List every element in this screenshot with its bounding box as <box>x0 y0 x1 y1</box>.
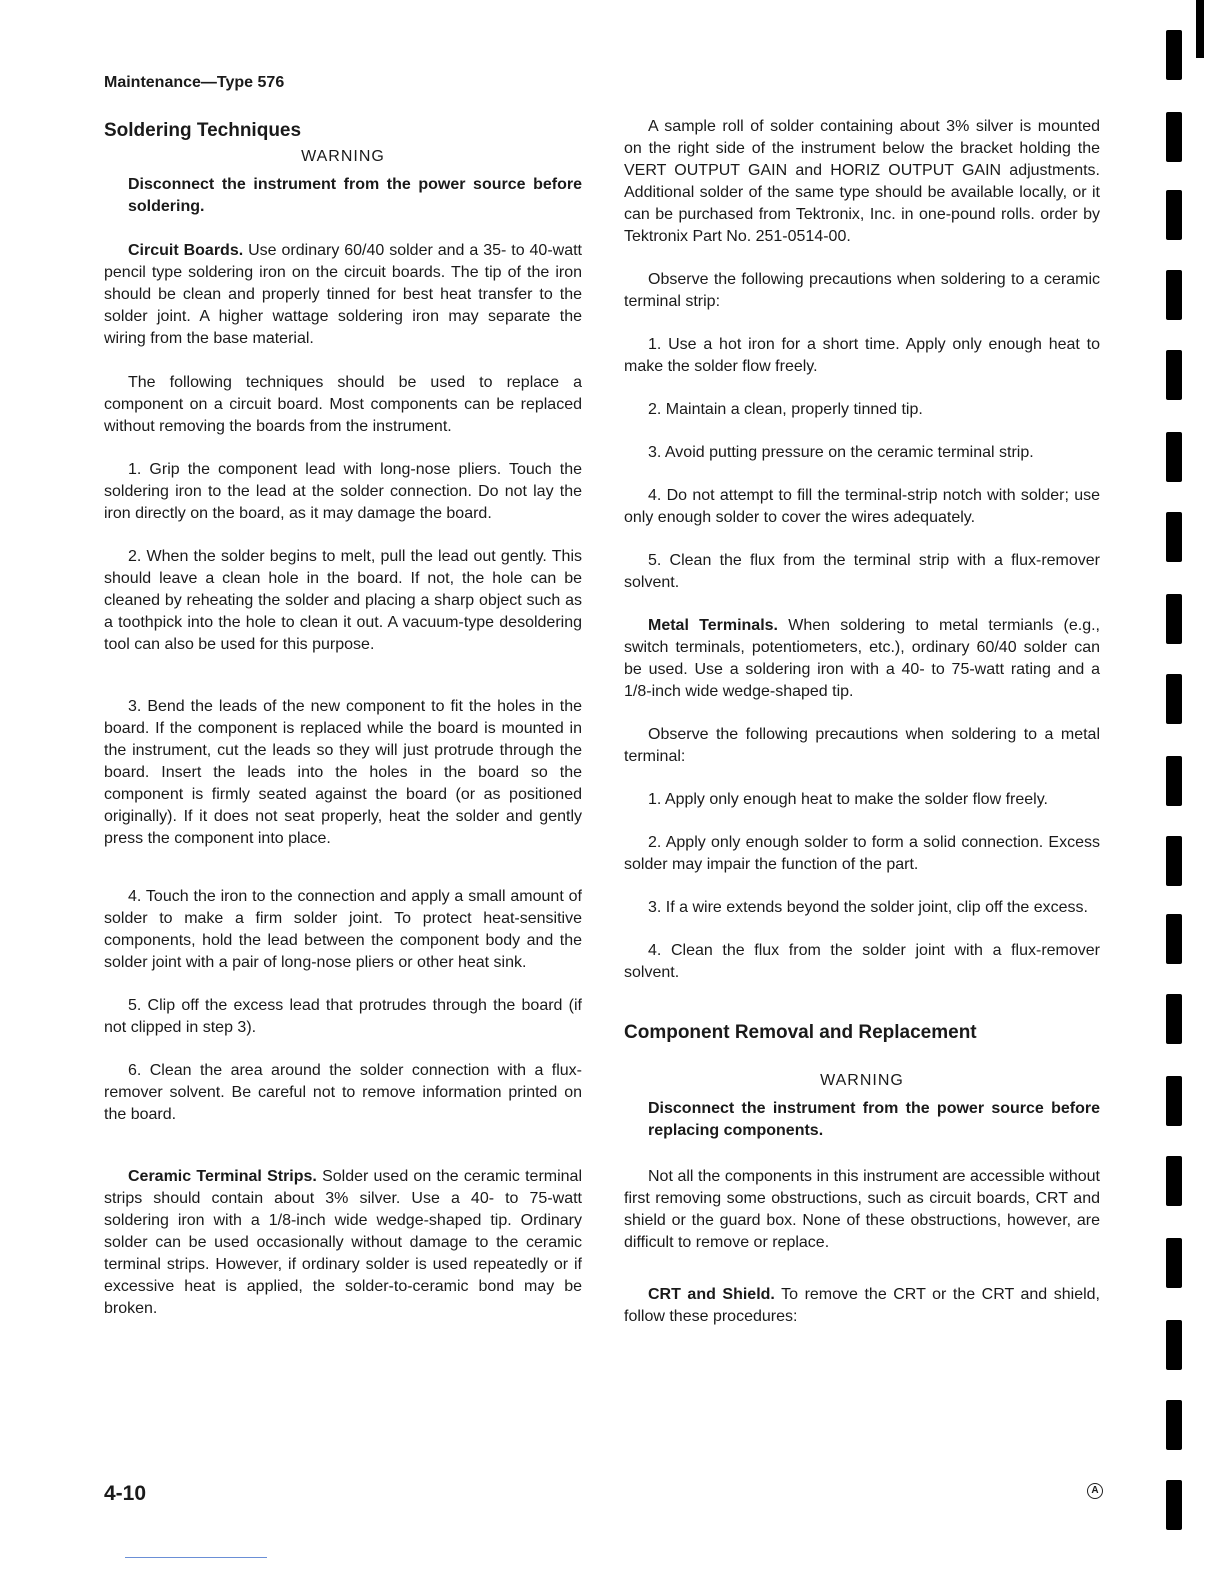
edge-index-bars <box>1166 0 1186 1584</box>
ceramic-observe: Observe the following precautions when soldering to a ceramic terminal strip: <box>624 271 1100 310</box>
index-bar <box>1166 112 1182 162</box>
index-bar <box>1166 1156 1182 1206</box>
intro-paragraph: The following techniques should be used to replace a component on a circuit board. Most components can be replaced without removing the boards from the instrument. <box>104 374 582 435</box>
index-bar <box>1166 1238 1182 1288</box>
step-5: 5. Clip off the excess lead that protrudes through the board (if not clipped in step 3). <box>104 997 582 1036</box>
index-bar <box>1166 1400 1182 1450</box>
ceramic-text: Solder used on the ceramic terminal strips should contain about 3% silver. Use a 40- to 75-watt soldering iron with a 1/8-inch wide wedge-shaped tip. Ordinary solder can be used occasionally without damage to the ceramic terminal strips. However, if ordinary solder is used repeatedly or if excessive heat is applied, the solder-to-ceramic bond may be broken. <box>104 1168 582 1317</box>
metal-precaution-4: 4. Clean the flux from the solder joint with a flux-remover solvent. <box>624 942 1100 981</box>
warning-title: WARNING <box>301 148 385 165</box>
index-bar <box>1166 1076 1182 1126</box>
footer-rule <box>125 1557 267 1558</box>
index-bar <box>1166 674 1182 724</box>
index-bar <box>1166 914 1182 964</box>
index-bar <box>1166 270 1182 320</box>
section-heading-soldering: Soldering Techniques <box>104 120 302 141</box>
index-bar <box>1166 594 1182 644</box>
index-bar <box>1166 512 1182 562</box>
circuit-boards-paragraph <box>104 240 582 350</box>
index-bar <box>1166 30 1182 80</box>
index-bar <box>1166 756 1182 806</box>
ceramic-precaution-4: 4. Do not attempt to fill the terminal-strip notch with solder; use only enough solder to cover the wires adequately. <box>624 487 1100 526</box>
section-heading-removal: Component Removal and Replacement <box>624 1022 977 1043</box>
revision-mark-icon: A <box>1087 1483 1103 1499</box>
circuit-boards-lead: Circuit Boards. <box>128 242 244 259</box>
index-bar <box>1166 836 1182 886</box>
step-3: 3. Bend the leads of the new component to fit the holes in the board. If the component is replaced while the board is mounted in the instrument, cut the leads so they will just protrude through the board. Insert the leads into the holes in the board so the component is firmly seated against the board (or as positioned originally). If it does not seat properly, heat the solder and gently press the component into place. <box>104 698 582 847</box>
step-6: 6. Clean the area around the solder connection with a flux-remover solvent. Be careful not to remove information printed on the board. <box>104 1062 582 1123</box>
metal-precaution-2: 2. Apply only enough solder to form a solid connection. Excess solder may impair the function of the part. <box>624 834 1100 873</box>
ceramic-paragraph <box>104 1166 582 1320</box>
warning-text: Disconnect the instrument from the power source before soldering. <box>128 176 582 215</box>
step-2: 2. When the solder begins to melt, pull the lead out gently. This should leave a clean hole in the board. If not, the hole can be cleaned by reheating the solder and placing a sharp object such as a toothpick into the hole to clean it out. A vacuum-type desoldering tool can also be used for this purpose. <box>104 548 582 653</box>
ceramic-lead: Ceramic Terminal Strips. <box>128 1168 317 1185</box>
metal-observe: Observe the following precautions when soldering to a metal terminal: <box>624 726 1100 765</box>
index-bar <box>1166 190 1182 240</box>
right-column <box>624 116 1100 1328</box>
step-4: 4. Touch the iron to the connection and apply a small amount of solder to make a firm solder joint. To protect heat-sensitive components, hold the lead between the component body and the solder joint with a pair of long-nose pliers or other heat sink. <box>104 888 582 971</box>
index-bar <box>1166 994 1182 1044</box>
index-bar <box>1166 432 1182 482</box>
step-1: 1. Grip the component lead with long-nose pliers. Touch the soldering iron to the lead at the solder connection. Do not lay the iron directly on the board, as it may damage the board. <box>104 461 582 522</box>
access-paragraph: Not all the components in this instrument are accessible without first removing some obstructions, such as circuit boards, CRT and shield or the guard box. None of these obstructions, however, are difficult to remove or replace. <box>624 1168 1100 1251</box>
ceramic-precaution-3: 3. Avoid putting pressure on the ceramic terminal strip. <box>648 444 1034 461</box>
crt-shield-text: To remove the CRT or the CRT and shield, follow these procedures: <box>624 1286 1101 1325</box>
page-number: 4-10 <box>104 1482 147 1505</box>
crt-shield-paragraph <box>624 1284 1100 1328</box>
metal-precaution-1: 1. Apply only enough heat to make the solder flow freely. <box>648 791 1048 808</box>
metal-precaution-3: 3. If a wire extends beyond the solder joint, clip off the excess. <box>648 899 1088 916</box>
edge-mark <box>1196 0 1204 58</box>
ceramic-precaution-1: 1. Use a hot iron for a short time. Apply only enough heat to make the solder flow freely. <box>624 336 1100 375</box>
left-column <box>104 118 582 1320</box>
crt-shield-lead: CRT and Shield. <box>648 1286 775 1303</box>
index-bar <box>1166 1320 1182 1370</box>
running-header: Maintenance—Type 576 <box>104 74 285 91</box>
metal-terminals-paragraph <box>624 615 1100 703</box>
metal-terminals-text: When soldering to metal termianls (e.g., switch terminals, potentiometers, etc.), ordinary 60/40 solder can be used. Use a soldering iron with a 40- to 75-watt rating and a 1/8-inch wide wedge-shaped tip. <box>624 617 1100 700</box>
metal-terminals-lead: Metal Terminals. <box>648 617 778 634</box>
warning-text-2: Disconnect the instrument from the power source before replacing components. <box>648 1100 1100 1139</box>
index-bar <box>1166 1480 1182 1530</box>
sample-solder-paragraph: A sample roll of solder containing about 3% silver is mounted on the right side of the instrument below the bracket holding the VERT OUTPUT GAIN and HORIZ OUTPUT GAIN adjustments. Additional solder of the same type should be available locally, or it can be purchased from Tektronix, Inc. in one-pound rolls. order by Tektronix Part No. 251-0514-00. <box>624 118 1100 245</box>
warning-title-2: WARNING <box>820 1072 904 1089</box>
circuit-boards-text: Use ordinary 60/40 solder and a 35- to 40-watt pencil type soldering iron on the circuit boards. The tip of the iron should be clean and properly tinned for best heat transfer to the solder joint. A higher wattage soldering iron may separate the wiring from the base material. <box>104 242 583 347</box>
index-bar <box>1166 350 1182 400</box>
ceramic-precaution-5: 5. Clean the flux from the terminal strip with a flux-remover solvent. <box>624 552 1100 591</box>
ceramic-precaution-2: 2. Maintain a clean, properly tinned tip. <box>648 401 923 418</box>
